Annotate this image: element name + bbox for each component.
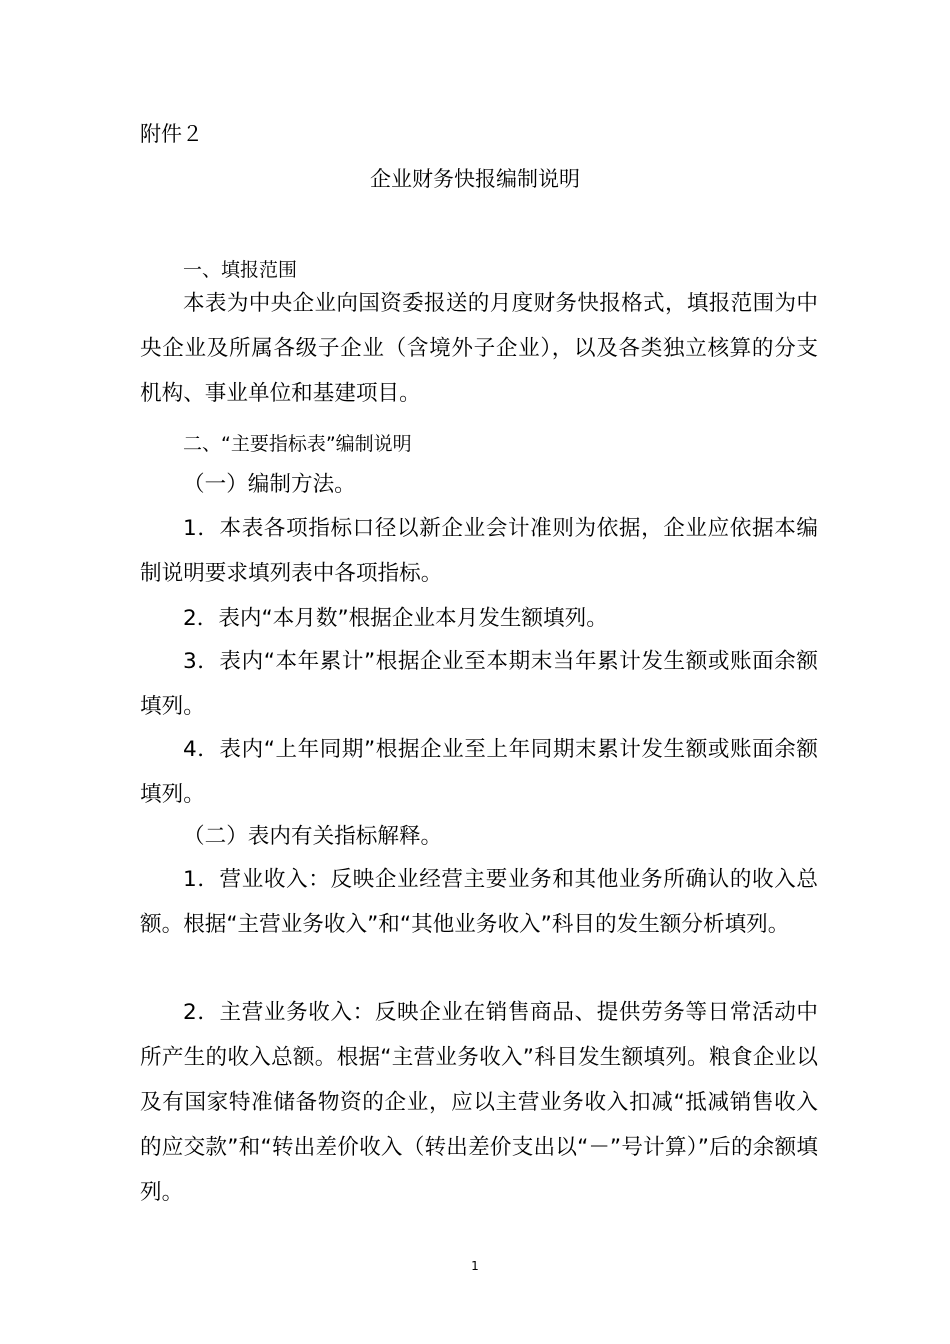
paragraph-scope: 本表为中央企业向国资委报送的月度财务快报格式，填报范围为中央企业及所属各级子企业（含境外子企业），以及各类独立核算的分支机构、事业单位和基建项目。 (140, 291, 818, 406)
section-heading-scope: 一、填报范围 (183, 259, 298, 281)
method-item-1: 1．本表各项指标口径以新企业会计准则为依据，企业应依据本编制说明要求填列表中各项指标。 (140, 516, 818, 586)
method-item-3: 3．表内“本年累计”根据企业至本期末当年累计发生额或账面余额填列。 (140, 649, 818, 719)
attachment-label: 附件２ (140, 122, 203, 146)
method-item-4: 4．表内“上年同期”根据企业至上年同期末累计发生额或账面余额填列。 (140, 737, 818, 807)
method-item-2: 2．表内“本月数”根据企业本月发生额填列。 (183, 606, 608, 631)
indicator-item-2: 2．主营业务收入：反映企业在销售商品、提供劳务等日常活动中所产生的收入总额。根据“主营业务收入”科目发生额填列。粮食企业以及有国家特准储备物资的企业，应以主营业务收入扣减“抵减销售收入的应交款”和“转出差价收入（转出差价支出以“－”号计算）”后的余额填列。 (140, 1000, 818, 1205)
page-number: 1 (471, 1259, 479, 1273)
subsection-heading-indicators: （二）表内有关指标解释。 (183, 824, 443, 849)
section-heading-indicators: 二、“主要指标表”编制说明 (183, 433, 412, 455)
indicator-item-1: 1．营业收入：反映企业经营主要业务和其他业务所确认的收入总额。根据“主营业务收入”和“其他业务收入”科目的发生额分析填列。 (140, 867, 818, 937)
document-title: 企业财务快报编制说明 (370, 167, 580, 191)
subsection-heading-methods: （一）编制方法。 (183, 472, 356, 497)
